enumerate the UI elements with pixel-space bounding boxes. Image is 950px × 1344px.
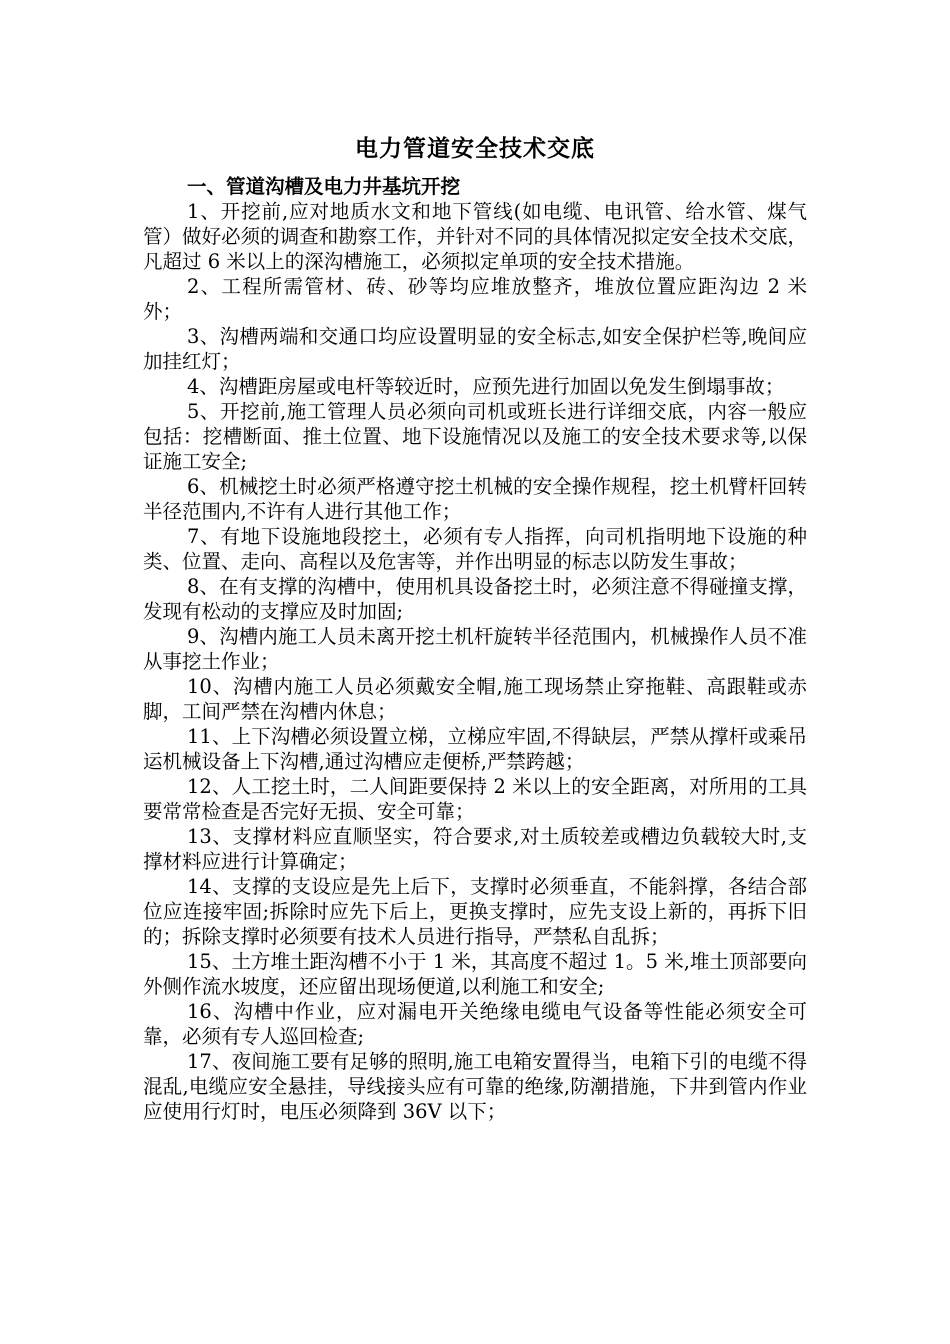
paragraph-6: 6、机械挖土时必须严格遵守挖土机械的安全操作规程，挖土机臂杆回转半径范围内,不许有人进行其他工作； xyxy=(143,475,807,523)
paragraph-10: 10、沟槽内施工人员必须戴安全帽,施工现场禁止穿拖鞋、高跟鞋或赤脚，工间严禁在沟槽内休息； xyxy=(143,675,807,723)
document-title: 电力管道安全技术交底 xyxy=(355,136,595,162)
paragraph-15: 15、土方堆土距沟槽不小于 1 米，其高度不超过 1。5 米,堆土顶部要向外侧作流水坡度，还应留出现场便道,以利施工和安全; xyxy=(143,950,807,998)
paragraph-16: 16、沟槽中作业，应对漏电开关绝缘电缆电气设备等性能必须安全可靠，必须有专人巡回检查; xyxy=(143,1000,807,1048)
paragraph-12: 12、人工挖土时，二人间距要保持 2 米以上的安全距离，对所用的工具要常常检查是否完好无损、安全可靠； xyxy=(143,775,807,823)
paragraph-8: 8、在有支撑的沟槽中，使用机具设备挖土时，必须注意不得碰撞支撑，发现有松动的支撑应及时加固; xyxy=(143,575,807,623)
paragraph-17: 17、夜间施工要有足够的照明,施工电箱安置得当，电箱下引的电缆不得混乱,电缆应安全悬挂，导线接头应有可靠的绝缘,防潮措施，下井到管内作业应使用行灯时，电压必须降到 36V 以下； xyxy=(143,1050,807,1123)
section-heading: 一、管道沟槽及电力井基坑开挖 xyxy=(187,175,461,198)
paragraph-9: 9、沟槽内施工人员未离开挖土机杆旋转半径范围内，机械操作人员不准从事挖土作业； xyxy=(143,625,807,673)
paragraph-11: 11、上下沟槽必须设置立梯，立梯应牢固,不得缺层，严禁从撑杆或乘吊运机械设备上下沟槽,通过沟槽应走便桥,严禁跨越； xyxy=(143,725,807,773)
paragraph-3: 3、沟槽两端和交通口均应设置明显的安全标志,如安全保护栏等,晚间应加挂红灯； xyxy=(143,325,807,373)
document-body xyxy=(143,174,807,1124)
paragraph-2: 2、工程所需管材、砖、砂等均应堆放整齐，堆放位置应距沟边 2 米外； xyxy=(143,275,807,323)
paragraph-14: 14、支撑的支设应是先上后下，支撑时必须垂直，不能斜撑，各结合部位应连接牢固;拆除时应先下后上，更换支撑时，应先支设上新的，再拆下旧的；拆除支撑时必须要有技术人员进行指导，严禁私自乱拆； xyxy=(143,875,807,948)
paragraph-5: 5、开挖前,施工管理人员必须向司机或班长进行详细交底，内容一般应包括：挖槽断面、推土位置、地下设施情况以及施工的安全技术要求等,以保证施工安全; xyxy=(143,400,807,473)
paragraph-7: 7、有地下设施地段挖土，必须有专人指挥，向司机指明地下设施的种类、位置、走向、高程以及危害等，并作出明显的标志以防发生事故； xyxy=(143,525,807,573)
paragraph-4: 4、沟槽距房屋或电杆等较近时，应预先进行加固以免发生倒塌事故； xyxy=(187,375,785,398)
paragraph-1: 1、开挖前,应对地质水文和地下管线(如电缆、电讯管、给水管、煤气管）做好必须的调查和勘察工作，并针对不同的具体情况拟定安全技术交底，凡超过 6 米以上的深沟槽施工，必须拟定单项的安全技术措施。 xyxy=(143,200,807,273)
paragraph-13: 13、支撑材料应直顺坚实，符合要求,对土质较差或槽边负载较大时,支撑材料应进行计算确定； xyxy=(143,825,807,873)
